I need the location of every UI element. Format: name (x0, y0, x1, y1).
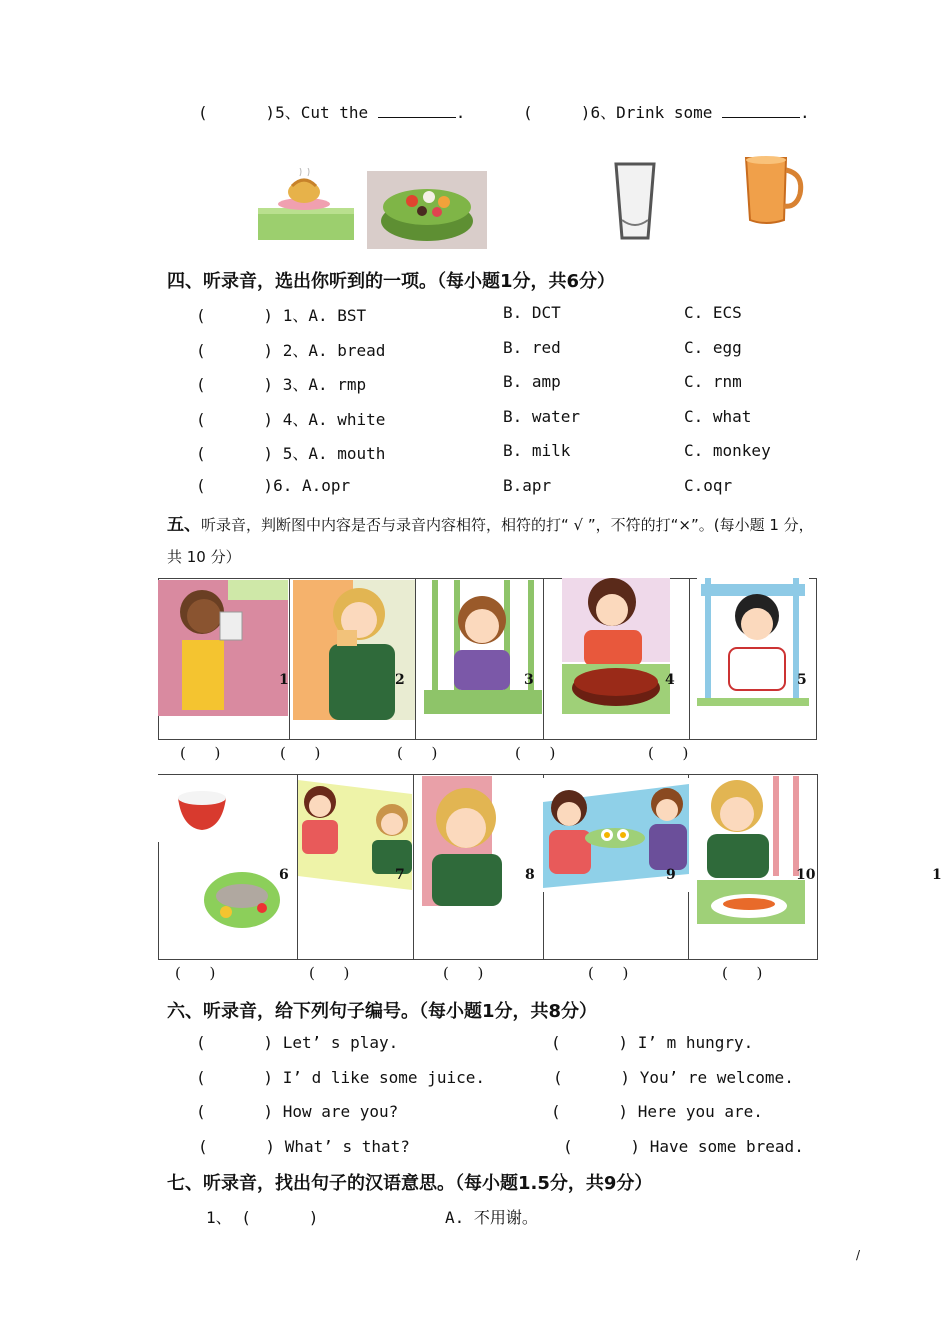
section4-item-5-option-b: B. milk (503, 441, 571, 460)
section4-item-5-option-a[interactable]: ( ) 5、A. mouth (196, 444, 386, 463)
section6-sentence-3-left[interactable]: ( ) How are you? (196, 1102, 399, 1121)
picture-label-10: 10 (796, 867, 816, 883)
boy-drinking-image (158, 580, 288, 716)
q3-item5 (198, 100, 465, 123)
bread-on-table-image (256, 168, 356, 242)
period: . (800, 103, 810, 122)
section5-title (167, 510, 814, 535)
section6-sentence-4-right[interactable]: ( ) Have some bread. (563, 1137, 804, 1156)
side-mark: 1 (932, 867, 942, 883)
rice-and-fish-image (170, 784, 290, 934)
section6-title: 六、听录音，给下列句子编号。（每小题1分，共8分） (167, 1001, 598, 1022)
section7-row1-answer[interactable]: 1、 ( ) (206, 1208, 319, 1227)
answer-paren-6[interactable]: ( ) (175, 964, 216, 982)
section4-item-2-option-c: C. egg (684, 338, 742, 357)
section4-item-1-option-c: C. ECS (684, 303, 742, 322)
section4-item-1-option-a[interactable]: ( ) 1、A. BST (196, 306, 367, 325)
blank-line[interactable] (722, 104, 800, 118)
picture-label-9: 9 (666, 867, 676, 883)
section6-sentence-2-right[interactable]: ( ) You’ re welcome. (553, 1068, 794, 1087)
girl-with-plate-image (697, 776, 805, 924)
section6-sentence-3-right[interactable]: ( ) Here you are. (551, 1102, 763, 1121)
picture-label-1: 1 (279, 672, 289, 688)
section4-item-2-option-b: B. red (503, 338, 561, 357)
section4-item-3-option-b: B. amp (503, 372, 561, 391)
section6-sentence-1-left[interactable]: ( ) Let’ s play. (196, 1033, 399, 1052)
answer-paren-10[interactable]: ( ) (722, 964, 763, 982)
section5-instruction: 听录音，判断图中内容是否与录音内容相符，相符的打“ √ ”，不符的打“×”。(每小题 1 分， (201, 516, 814, 534)
picture-label-7: 7 (395, 867, 405, 883)
answer-paren-8[interactable]: ( ) (443, 964, 484, 982)
picture-label-4: 4 (665, 672, 675, 688)
answer-paren[interactable]: ( ) (198, 103, 276, 122)
picture-label-5: 5 (797, 672, 807, 688)
blank-line[interactable] (378, 104, 456, 118)
section4-item-3-option-c: C. rnm (684, 372, 742, 391)
section4-item-4-option-b: B. water (503, 407, 581, 426)
section4-item-6-option-b: B.apr (503, 476, 552, 495)
section4-item-2-option-a[interactable]: ( ) 2、A. bread (196, 341, 386, 360)
section6-sentence-1-right[interactable]: ( ) I’ m hungry. (551, 1033, 754, 1052)
answer-paren[interactable]: ( ) (523, 103, 591, 122)
answer-paren-5[interactable]: ( ) (648, 744, 689, 762)
picture-label-2: 2 (395, 672, 405, 688)
section7-title: 七、听录音，找出句子的汉语意思。（每小题1.5分，共9分） (167, 1173, 653, 1194)
section4-item-6-option-c: C.oqr (684, 476, 733, 495)
cake-image (367, 171, 487, 249)
section4-item-4-option-c: C. what (684, 407, 752, 426)
q3-item5-text: 5、Cut the (275, 103, 369, 122)
q3-item6 (523, 100, 810, 123)
section4-item-3-option-a[interactable]: ( ) 3、A. rmp (196, 375, 367, 394)
picture-label-8: 8 (525, 867, 535, 883)
answer-paren-2[interactable]: ( ) (280, 744, 321, 762)
section6-sentence-4-left[interactable]: ( ) What’ s that? (198, 1137, 410, 1156)
picture-label-6: 6 (279, 867, 289, 883)
boy-with-bowl-image (697, 578, 809, 706)
girl-eating-bread-image (293, 580, 415, 720)
section5-title-line2: 共 10 分） (167, 548, 241, 566)
picture-label-3: 3 (524, 672, 534, 688)
answer-paren-1[interactable]: ( ) (180, 744, 221, 762)
section4-item-4-option-a[interactable]: ( ) 4、A. white (196, 410, 386, 429)
section4-title: 四、听录音，选出你听到的一项。（每小题1分，共6分） (167, 271, 616, 292)
glass-image (610, 160, 660, 242)
section4-item-1-option-b: B. DCT (503, 303, 561, 322)
section6-sentence-2-left[interactable]: ( ) I’ d like some juice. (196, 1068, 485, 1087)
q3-item6-text: 6、Drink some (590, 103, 713, 122)
boy-drinking-milk-image (424, 580, 542, 714)
section4-item-5-option-c: C. monkey (684, 441, 771, 460)
period: . (455, 103, 466, 122)
section5-number: 五、 (167, 515, 201, 535)
section7-option-a: A. 不用谢。 (445, 1208, 538, 1227)
girl-with-cake-image (562, 578, 670, 714)
answer-paren-4[interactable]: ( ) (515, 744, 556, 762)
footer-mark: / (856, 1248, 861, 1262)
juice-jug-image (740, 152, 806, 226)
girl-thinking-image (422, 776, 514, 906)
answer-paren-9[interactable]: ( ) (588, 964, 629, 982)
section4-item-6-option-a[interactable]: ( )6. A.opr (196, 476, 351, 495)
answer-paren-7[interactable]: ( ) (309, 964, 350, 982)
answer-paren-3[interactable]: ( ) (397, 744, 438, 762)
